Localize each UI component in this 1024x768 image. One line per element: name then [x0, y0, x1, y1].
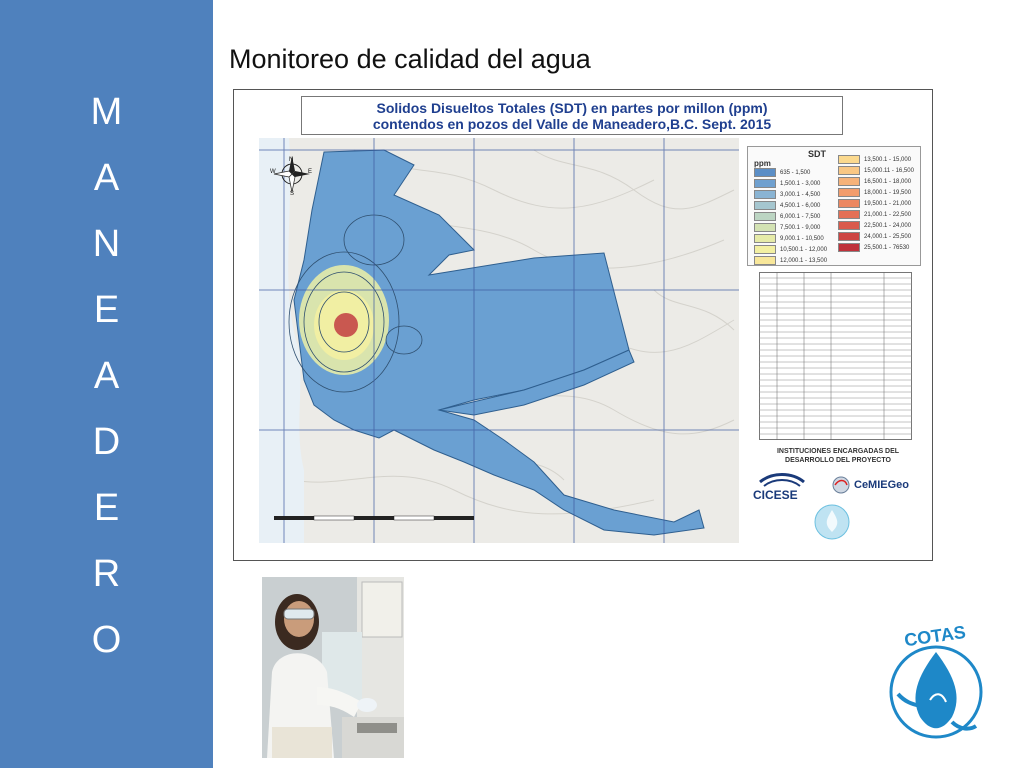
- legend-item: [838, 210, 911, 220]
- legend-label: 24,000.1 - 25,500: [864, 234, 912, 241]
- legend-label: 15,000.11 - 16,500: [864, 168, 914, 175]
- sidebar-letter: A: [93, 157, 120, 199]
- legend-item: [838, 177, 911, 187]
- legend-swatch: [838, 221, 860, 230]
- legend-label: 7,500.1 - 9,000: [780, 225, 821, 232]
- legend-item: [838, 221, 911, 231]
- institutions-line2: DESARROLLO DEL PROYECTO: [785, 457, 891, 464]
- map-title-line1: Solidos Disueltos Totales (SDT) en partes por millon (ppm): [376, 100, 768, 116]
- legend-label: 12,000.1 - 13,500: [780, 258, 828, 265]
- legend-swatch: [754, 223, 776, 232]
- legend-swatch: [838, 210, 860, 219]
- legend-item: [838, 166, 914, 176]
- legend-swatch: [754, 179, 776, 188]
- legend-label: 3,000.1 - 4,500: [780, 192, 821, 199]
- legend-label: 635 - 1,500: [780, 170, 811, 177]
- wells-table: [759, 272, 912, 440]
- institutions-heading: [760, 447, 916, 465]
- sidebar-letter: D: [92, 421, 121, 463]
- legend-item: [754, 256, 827, 266]
- map-title-line2: contendos en pozos del Valle de Maneadero,B.C. Sept. 2015: [372, 116, 772, 132]
- cemiegeo-logo-text: CeMIEGeo: [854, 479, 910, 491]
- cicese-logo-text: CICESE: [753, 488, 798, 502]
- legend-swatch: [754, 256, 776, 265]
- legend-label: 16,500.1 - 18,000: [864, 179, 912, 186]
- sidebar-letter: M: [90, 91, 123, 133]
- compass-e: E: [308, 169, 313, 175]
- compass-n: N: [289, 157, 294, 163]
- legend-label: 22,500.1 - 24,000: [864, 223, 912, 230]
- legend-swatch: [838, 155, 860, 164]
- legend-item: [838, 188, 911, 198]
- legend-swatch: [838, 243, 860, 252]
- legend-label: 9,000.1 - 10,500: [780, 236, 824, 243]
- sidebar-letter: A: [93, 355, 120, 397]
- legend-swatch: [754, 212, 776, 221]
- legend-swatch: [838, 166, 860, 175]
- compass-s: S: [290, 191, 295, 196]
- slide-title: Monitoreo de calidad del agua: [229, 44, 591, 74]
- legend-swatch: [838, 177, 860, 186]
- legend-item: [754, 234, 824, 244]
- legend-label: 21,000.1 - 22,500: [864, 212, 912, 219]
- legend-item: [754, 190, 820, 200]
- legend-swatch: [754, 245, 776, 254]
- legend-swatch: [838, 199, 860, 208]
- legend-swatch: [838, 188, 860, 197]
- compass-icon: [270, 152, 314, 196]
- legend-label: 10,500.1 - 12,000: [780, 247, 828, 254]
- institutions-line1: INSTITUCIONES ENCARGADAS DEL: [776, 448, 900, 455]
- legend-swatch: [754, 190, 776, 199]
- legend-label: 19,500.1 - 21,000: [864, 201, 912, 208]
- legend-title: SDT: [808, 149, 826, 159]
- water-drop-logo: [812, 502, 852, 542]
- legend-label: 4,500.1 - 6,000: [780, 203, 821, 210]
- sidebar-letter: E: [93, 487, 120, 529]
- legend-swatch: [754, 201, 776, 210]
- map-title: [301, 96, 843, 135]
- legend-swatch: [838, 232, 860, 241]
- legend-swatch: [754, 168, 776, 177]
- compass-w: W: [270, 169, 276, 175]
- legend-item: [838, 199, 911, 209]
- map-legend: [747, 146, 921, 266]
- sidebar: [0, 0, 213, 768]
- map-figure: [233, 89, 933, 561]
- sidebar-letter: E: [93, 289, 120, 331]
- legend-swatch: [754, 234, 776, 243]
- legend-item: [754, 179, 820, 189]
- legend-label: 6,000.1 - 7,500: [780, 214, 821, 221]
- sidebar-letter: O: [91, 619, 122, 661]
- legend-item: [838, 243, 909, 253]
- sidebar-letter: R: [92, 553, 121, 595]
- legend-item: [754, 223, 820, 233]
- legend-item: [838, 155, 911, 165]
- legend-item: [838, 232, 911, 242]
- legend-label: 25,500.1 - 76530: [864, 245, 910, 252]
- legend-label: 13,500.1 - 15,000: [864, 157, 912, 164]
- legend-unit: ppm: [754, 159, 771, 168]
- cotas-logo-text: COTAS: [903, 622, 967, 651]
- legend-item: [754, 245, 827, 255]
- legend-item: [754, 168, 810, 178]
- legend-item: [754, 201, 820, 211]
- legend-label: 1,500.1 - 3,000: [780, 181, 821, 188]
- wells-table-grid: [759, 272, 912, 440]
- sidebar-letter: N: [92, 223, 121, 265]
- legend-item: [754, 212, 820, 222]
- lab-technician-photo: [262, 577, 404, 758]
- cotas-logo: [880, 622, 992, 754]
- legend-label: 18,000.1 - 19,500: [864, 190, 912, 197]
